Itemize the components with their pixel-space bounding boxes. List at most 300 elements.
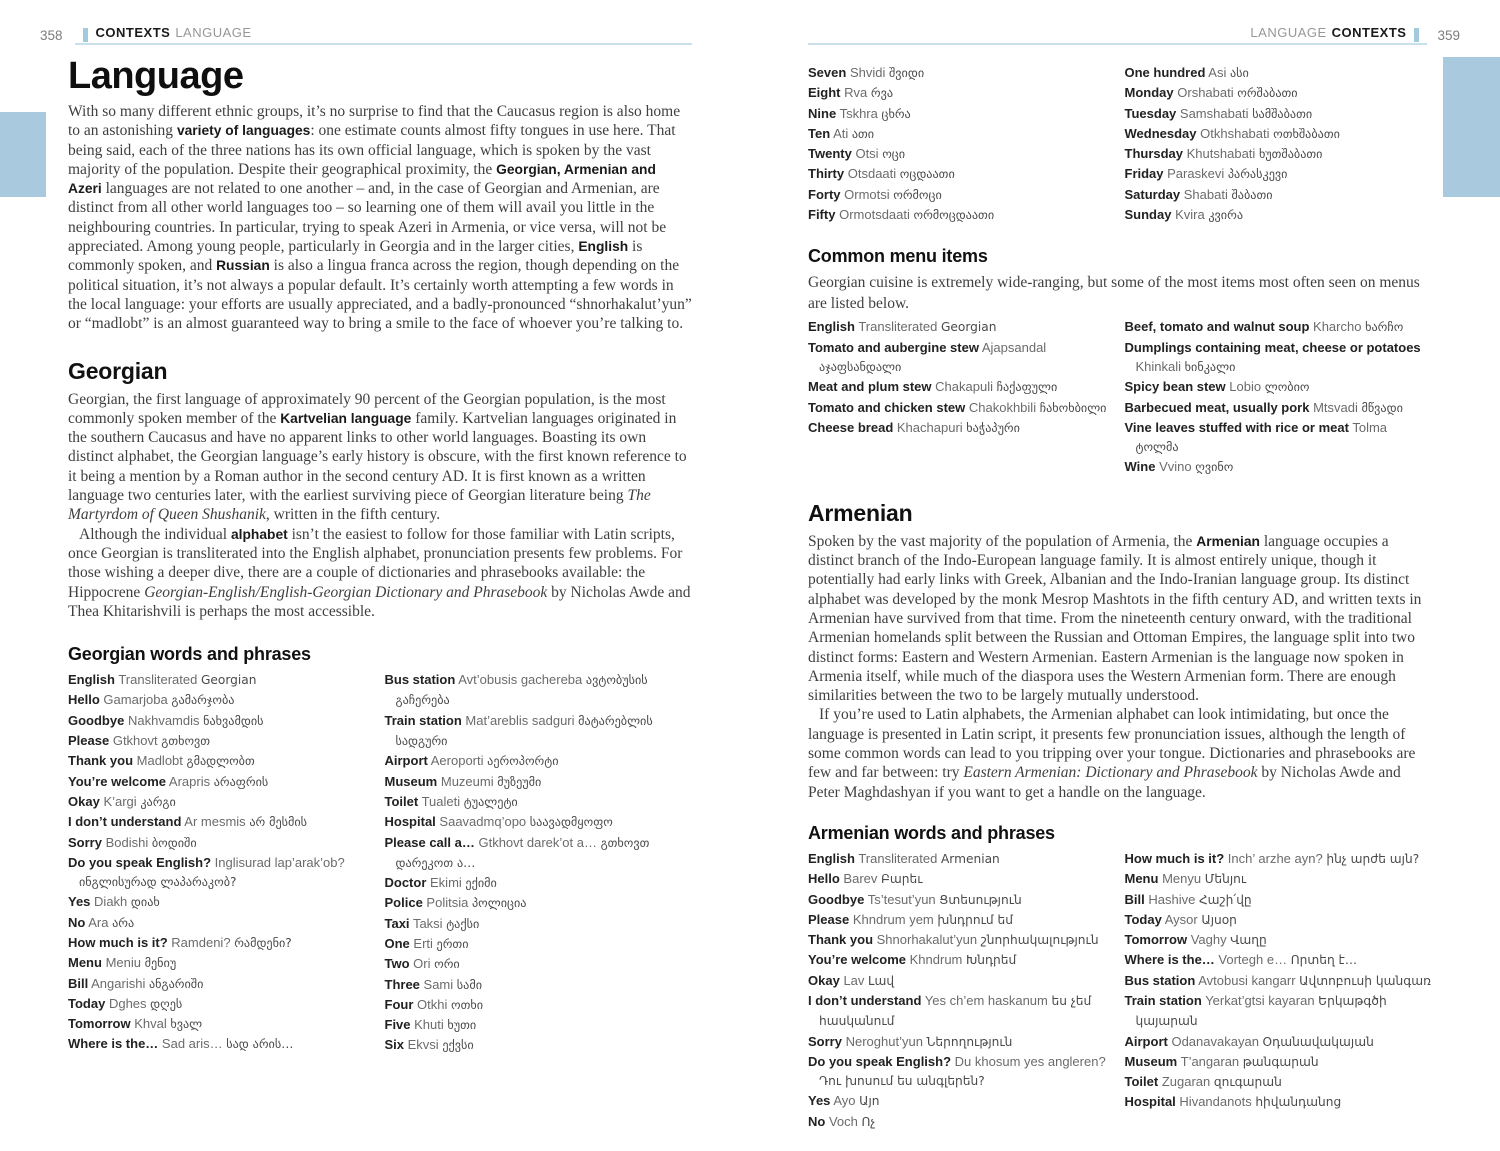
armenian-heading: Armenian (808, 499, 913, 526)
phrase-english: Meat and plum stew (808, 379, 932, 395)
phrase-entry (808, 1052, 1116, 1092)
phrase-transliteration: Khval (134, 1016, 167, 1032)
page-title: Language (68, 55, 244, 97)
phrase-native-script: ექიმი (465, 876, 497, 891)
phrase-transliteration: Bodishi (105, 834, 149, 850)
phrase-transliteration: Ormotsdaati (839, 207, 910, 223)
phrase-entry (808, 991, 1116, 1032)
page-number: 358 (40, 28, 63, 43)
phrase-entry (808, 869, 1116, 889)
phrase-english: Hello (808, 871, 840, 887)
phrase-transliteration: Khutshabati (1186, 146, 1256, 162)
phrase-transliteration: Du khosum yes angleren? (954, 1053, 1106, 1069)
phrase-entry (385, 772, 693, 792)
menu-items-col2 (1125, 317, 1433, 477)
phrase-transliteration: Gamarjoba (103, 692, 168, 708)
phrase-transliteration: Angarishi (91, 975, 146, 991)
phrase-native-script: ოცდაათი (899, 167, 955, 182)
phrase-native-script: Armenian (940, 851, 1000, 866)
phrase-transliteration: Khndrum (909, 952, 963, 968)
phrase-native-script: აეროპორტი (487, 754, 559, 769)
phrase-transliteration: Sad aris… (161, 1036, 223, 1052)
phrase-native-script: ტუალეტი (463, 794, 518, 809)
phrase-native-script: აჯაფსანდალი (819, 359, 902, 374)
phrase-english: Saturday (1124, 186, 1181, 202)
phrase-english: Nine (808, 105, 837, 121)
phrase-english: Sorry (68, 834, 102, 850)
georgian-phrases-col2 (385, 670, 693, 1056)
phrase-native-script: ხარჩო (1365, 320, 1404, 335)
phrase-english: Doctor (384, 875, 427, 891)
phrase-english: Fifty (808, 207, 836, 223)
phrase-english: Thirty (808, 166, 845, 182)
phrase-entry (808, 1091, 1116, 1111)
phrase-native-script: რამდენი? (234, 935, 292, 950)
header-rule (75, 25, 692, 45)
phrase-transliteration: T’angaran (1180, 1053, 1240, 1069)
phrase-native-script: հիվանդանոց (1255, 1095, 1342, 1110)
phrase-native-script: კვირა (1208, 208, 1244, 223)
phrase-entry (1125, 338, 1433, 378)
phrase-native-script: շնորհակալություն (980, 933, 1099, 948)
phrase-english: Thursday (1124, 146, 1184, 162)
phrase-transliteration: Vaghy (1190, 932, 1227, 948)
phrase-native-script: ოცი (882, 147, 906, 162)
phrase-native-script: Մենյու (1204, 872, 1247, 887)
phrase-entry (1125, 849, 1433, 869)
phrase-transliteration: Ormotsi (844, 186, 890, 202)
phrase-transliteration: Taksi (412, 915, 443, 931)
phrase-entry (68, 913, 376, 933)
phrase-english: Cheese bread (808, 419, 894, 435)
menu-items-columns (808, 317, 1432, 477)
phrase-native-script: მუზეუმი (497, 774, 542, 789)
phrase-english: Barbecued meat, usually pork (1124, 399, 1310, 415)
phrase-native-script: ათი (851, 126, 875, 141)
phrase-native-script: Ավտոբուսի կանգառ (1299, 973, 1431, 988)
phrase-english: You’re welcome (808, 952, 907, 968)
phrase-transliteration: Lobio (1229, 379, 1262, 395)
georgian-phrases-heading: Georgian words and phrases (68, 644, 311, 665)
phrase-native-script: მწვადი (1361, 400, 1403, 415)
phrase-native-script: ბოდიში (151, 835, 197, 850)
phrase-entry (385, 914, 693, 934)
phrase-transliteration: Otkhshabati (1200, 125, 1270, 141)
phrase-native-script: Ցտեսություն (939, 892, 1022, 907)
phrase-native-script: զուգարան (1213, 1075, 1282, 1090)
phrase-entry (808, 338, 1116, 378)
header-section-label: CONTEXTS (1331, 25, 1407, 40)
phrase-transliteration: Hivandanots (1179, 1094, 1252, 1110)
phrase-english: Forty (808, 186, 841, 202)
phrase-english: Bill (68, 975, 89, 991)
phrase-english: Friday (1124, 166, 1164, 182)
phrase-english: Do you speak English? (68, 854, 212, 870)
phrase-native-script: Հաշի՛վը (1198, 892, 1252, 907)
phrase-entry (68, 953, 376, 973)
page-number: 359 (1437, 28, 1460, 43)
armenian-phrases-columns (808, 849, 1432, 1132)
phrase-transliteration: Otkhi (417, 996, 448, 1012)
phrase-entry (68, 670, 376, 690)
phrase-english: How much is it? (1124, 850, 1225, 866)
phrase-entry (1125, 317, 1433, 337)
phrase-native-script: ხუთი (447, 1018, 477, 1033)
right-page-header (808, 18, 1460, 45)
phrase-english: You’re welcome (68, 773, 167, 789)
phrase-native-script: ასი (1229, 66, 1249, 80)
phrase-transliteration: Diakh (94, 894, 128, 910)
phrase-native-script: Այսօր (1201, 912, 1237, 927)
phrase-transliteration: Tualeti (421, 793, 461, 809)
phrase-english: Goodbye (68, 712, 125, 728)
phrase-entry (68, 974, 376, 994)
phrase-native-script: ორი (434, 957, 460, 972)
phrase-english: Hello (68, 692, 100, 708)
phrase-english: Seven (808, 65, 847, 80)
phrase-entry (68, 772, 376, 792)
phrase-entry (808, 1032, 1116, 1052)
phrase-native-script: საავადმყოფო (529, 815, 613, 830)
phrase-english: Wine (1124, 459, 1156, 475)
phrase-native-script: შვიდი (888, 66, 925, 80)
phrase-english: Please call a… (384, 834, 475, 850)
phrase-entry (68, 853, 376, 893)
phrase-entry (68, 731, 376, 751)
header-topic-label: LANGUAGE (175, 25, 252, 40)
phrase-native-script: Երկաթգծի կայարան (1135, 993, 1387, 1029)
phrase-native-script: მატარებლის სადგური (395, 713, 653, 749)
phrase-transliteration: Avt’obusis gachereba (458, 672, 583, 688)
phrase-english: Okay (808, 972, 840, 988)
phrase-transliteration: Tolma (1352, 419, 1388, 435)
phrase-native-script: არა (112, 915, 135, 930)
phrase-native-script: კარგი (140, 794, 176, 809)
phrase-entry (808, 83, 1116, 103)
phrase-entry (385, 812, 693, 832)
phrase-transliteration: Menyu (1162, 871, 1202, 887)
phrase-native-script: ავტობუსის გაჩერება (395, 673, 648, 708)
phrase-native-script: არ მესმის (249, 815, 308, 830)
phrase-native-script: Ներողություն (926, 1034, 1013, 1049)
armenian-phrases-heading: Armenian words and phrases (808, 822, 1055, 843)
phrase-english: Beef, tomato and walnut soup (1124, 319, 1310, 335)
phrase-transliteration: Hashive (1148, 891, 1196, 907)
phrase-entry (1125, 164, 1433, 184)
menu-items-col1 (808, 317, 1116, 477)
phrase-transliteration: Tskhra (839, 105, 878, 121)
header-accent-bar (1414, 28, 1419, 42)
chapter-tab-left (0, 112, 46, 197)
phrase-entry (385, 934, 693, 954)
phrase-transliteration: Muzeumi (440, 773, 494, 789)
phrase-transliteration: Aeroporti (430, 753, 484, 769)
phrase-transliteration: Khachapuri (896, 419, 963, 435)
armenian-phrases-col2 (1125, 849, 1433, 1132)
phrase-english: Tomato and aubergine stew (808, 339, 979, 355)
phrase-entry (808, 377, 1116, 397)
phrase-entry (808, 104, 1116, 124)
phrase-entry (68, 933, 376, 953)
phrase-english: English (808, 850, 855, 866)
phrase-native-script: Լավ (868, 973, 895, 988)
phrase-english: One (384, 935, 410, 951)
phrase-english: English (68, 672, 115, 688)
phrase-native-script: ხუთშაბათი (1258, 147, 1323, 162)
phrase-english: Menu (68, 955, 102, 971)
header-rule (808, 25, 1427, 45)
phrase-entry (808, 910, 1116, 930)
phrase-entry (68, 812, 376, 832)
phrase-entry (1125, 457, 1433, 477)
phrase-english: Five (384, 1017, 411, 1033)
phrase-transliteration: Gtkhovt (112, 733, 158, 749)
phrase-transliteration: Avtobusi kangarr (1198, 972, 1296, 988)
numbers-days-columns (808, 63, 1432, 225)
phrase-transliteration: Chakapuli (935, 379, 993, 395)
phrase-transliteration: Gtkhovt darek’ot a… (478, 834, 597, 850)
phrase-native-script: გთხოვთ დარეკოთ ა… (395, 835, 650, 870)
phrase-english: Please (68, 733, 110, 749)
phrase-entry (1125, 890, 1433, 910)
phrase-english: Hospital (1124, 1094, 1176, 1110)
phrase-native-script: Օդանավակայան (1262, 1034, 1374, 1049)
right-page (750, 0, 1500, 1151)
phrase-transliteration: Khndrum yem (852, 911, 934, 927)
phrase-native-script: խնդրում եմ (937, 912, 1013, 927)
phrase-native-script: შაბათი (1231, 187, 1273, 202)
georgian-heading: Georgian (68, 357, 168, 384)
phrase-transliteration: Shnorhakalut’yun (876, 932, 978, 948)
phrase-entry (808, 971, 1116, 991)
phrase-native-script: ორშაბათი (1237, 86, 1298, 101)
phrase-native-script: რვა (870, 86, 894, 101)
phrase-transliteration: Ara (88, 914, 109, 930)
phrase-english: Sunday (1124, 207, 1172, 223)
phrase-transliteration: Ekimi (430, 875, 462, 891)
phrase-entry (1125, 205, 1433, 225)
phrase-native-script: ჩაქაფული (996, 380, 1058, 395)
intro-paragraph: With so many different ethnic groups, it’s no surprise to find that the Caucasus region is also home to an astonishing variety of languages: one estimate counts almost fifty tongues in use here. That being said, each of the three nations has its own official language, which is spoken by the vast majority of the population. Despite their geographical proximity, the Georgian, Armenian and Azeri languages are not related to one another – and, in the case of Georgian and Armenian, are distinct from all other world languages too – so learning one of them will avail you little in the neighbouring countries. In particular, trying to speak Azeri in Armenia, or vice versa, will not be appreciated. Among young people, particularly in Georgia and in the larger cities, English is commonly spoken, and Russian is also a lingua franca across the region, though depending on the political situation, it’s not always a popular default. It’s certainly worth attempting a few words in the local language: your efforts are usually appreciated, and a badly-pronounced “shnorhakalut’yun” or “madlobt” is an almost guaranteed way to bring a smile to the face of whoever you’re talking to. (68, 103, 692, 333)
phrase-native-script: Georgian (940, 320, 997, 335)
phrase-entry (1125, 398, 1433, 418)
phrase-transliteration: Transliterated (118, 672, 198, 688)
phrase-native-script: ხაჭაპური (966, 420, 1020, 435)
phrase-transliteration: Ajapsandal (981, 339, 1047, 355)
phrase-entry (1125, 910, 1433, 930)
phrase-english: Thank you (68, 753, 134, 769)
phrase-transliteration: Kvira (1175, 207, 1205, 223)
phrase-native-script: სამი (456, 977, 483, 992)
phrase-native-script: ხინკალი (1184, 359, 1236, 374)
phrase-entry (68, 1014, 376, 1034)
phrase-entry (808, 144, 1116, 164)
phrase-english: Where is the… (1124, 952, 1215, 968)
phrase-transliteration: Ayo (833, 1093, 856, 1109)
phrase-native-script: ինչ արժե այն? (1326, 851, 1420, 866)
phrase-native-script: სად არის… (226, 1037, 294, 1052)
phrase-native-script: ორმოცდაათი (913, 208, 995, 223)
phrase-entry (385, 751, 693, 771)
phrase-english: Ten (808, 125, 831, 141)
phrase-english: Goodbye (808, 891, 865, 907)
phrase-native-script: ანგარიში (148, 976, 204, 991)
phrase-transliteration: Dghes (108, 995, 147, 1011)
phrase-english: Airport (1124, 1033, 1168, 1049)
phrase-english: Three (384, 976, 420, 992)
phrase-entry (808, 950, 1116, 970)
phrase-transliteration: Ts’tesut’yun (867, 891, 936, 907)
phrase-transliteration: Arapris (168, 773, 211, 789)
phrase-entry (1125, 950, 1433, 970)
phrase-english: No (68, 914, 86, 930)
phrase-english: English (808, 319, 855, 335)
phrase-transliteration: Chakokhbili (968, 399, 1037, 415)
phrase-transliteration: Asi (1208, 65, 1227, 80)
phrase-entry (1125, 63, 1433, 83)
phrase-transliteration: Samshabati (1179, 105, 1249, 121)
phrase-english: Menu (1124, 871, 1159, 887)
phrase-english: Tomorrow (68, 1016, 131, 1032)
phrase-english: Today (1124, 911, 1162, 927)
phrase-native-script: ნახვამდის (203, 713, 264, 728)
phrase-english: Toilet (384, 793, 419, 809)
phrase-entry (68, 833, 376, 853)
menu-items-intro: Georgian cuisine is extremely wide-ranging, but some of the most items most often seen on menus are listed below. (808, 274, 1420, 313)
phrase-entry (68, 751, 376, 771)
phrase-english: Please (808, 911, 850, 927)
header-topic-label: LANGUAGE (1250, 25, 1327, 40)
phrase-transliteration: Ori (413, 956, 431, 972)
phrase-transliteration: Saavadmq’opo (439, 814, 527, 830)
phrase-native-script: ხვალ (170, 1017, 203, 1032)
phrase-native-script: Որտեղ է… (1290, 953, 1358, 968)
phrase-entry (1125, 83, 1433, 103)
phrase-native-script: გამარჯობა (171, 693, 235, 708)
phrase-native-script: Այո (859, 1094, 880, 1109)
phrase-english: Taxi (384, 915, 410, 931)
phrase-transliteration: Zugaran (1161, 1074, 1211, 1090)
phrase-transliteration: Sami (423, 976, 454, 992)
phrase-entry (1125, 1092, 1433, 1112)
phrase-entry (808, 849, 1116, 869)
phrase-english: Tomato and chicken stew (808, 399, 966, 415)
phrase-transliteration: Rva (844, 85, 868, 101)
phrase-transliteration: Vvino (1159, 459, 1192, 475)
phrase-english: Two (384, 956, 410, 972)
phrase-english: Monday (1124, 85, 1174, 101)
phrase-english: Museum (384, 773, 438, 789)
phrase-native-script: Խնդրեմ (966, 953, 1017, 968)
phrase-native-script: დიახ (130, 895, 160, 910)
phrase-transliteration: Aysor (1164, 911, 1198, 927)
phrase-english: Train station (1124, 992, 1202, 1008)
phrase-transliteration: Khuti (414, 1017, 444, 1033)
phrase-english: Six (384, 1037, 405, 1053)
phrase-english: Thank you (808, 932, 874, 948)
menu-items-heading: Common menu items (808, 246, 988, 267)
phrase-entry (1125, 869, 1433, 889)
phrase-transliteration: Shabati (1183, 186, 1228, 202)
georgian-paragraph-1: Georgian, the first language of approximately 90 percent of the Georgian population, is the most commonly spoken member of the Kartvelian language family. Kartvelian languages originated in the southern Caucasus and have no apparent links to other world languages. Boasting its own distinct alphabet, the Georgian language’s early history is obscure, with the first known reference to it being a mention by a Roman author in the second century AD. It is first known as a written language two centuries later, with the earliest surviving piece of Georgian literature being The Martyrdom of Queen Shushanik, written in the fifth century. (68, 390, 687, 524)
phrase-english: No (808, 1113, 826, 1129)
phrase-native-script: არაფრის (213, 774, 269, 789)
phrase-entry (808, 398, 1116, 418)
phrase-entry (385, 711, 693, 752)
phrase-entry (1125, 1032, 1433, 1052)
phrase-entry (1125, 185, 1433, 205)
phrase-native-script: ლობიო (1264, 380, 1310, 395)
phrase-entry (1125, 144, 1433, 164)
phrase-english: Tomorrow (1124, 932, 1188, 948)
phrase-entry (1125, 418, 1433, 458)
phrase-native-script: Georgian (200, 673, 257, 688)
phrase-transliteration: Ati (833, 125, 849, 141)
phrase-entry (1125, 991, 1433, 1032)
left-page-header (40, 18, 692, 45)
phrase-transliteration: Erti (413, 935, 433, 951)
phrase-entry (1125, 971, 1433, 991)
phrase-entry (385, 670, 693, 711)
phrase-transliteration: Yerkat’gtsi kayaran (1205, 992, 1315, 1008)
phrase-native-script: ოთხი (450, 997, 484, 1012)
phrase-native-script: թանգարան (1242, 1054, 1319, 1069)
phrase-transliteration: Transliterated (858, 850, 938, 866)
phrase-english: Airport (384, 753, 428, 769)
phrase-entry (385, 954, 693, 974)
phrase-transliteration: Mtsvadi (1313, 399, 1358, 415)
phrase-english: Twenty (808, 146, 852, 162)
phrase-entry (808, 124, 1116, 144)
phrase-transliteration: Voch (828, 1113, 858, 1129)
phrase-english: Dumplings containing meat, cheese or potatoes (1124, 339, 1421, 355)
phrase-entry (808, 890, 1116, 910)
phrase-native-script: ღვინო (1195, 460, 1234, 475)
phrase-transliteration: Paraskevi (1167, 166, 1225, 182)
phrase-transliteration: Otsi (855, 146, 879, 162)
phrase-transliteration: Kharcho (1313, 319, 1362, 335)
phrase-entry (68, 892, 376, 912)
phrase-transliteration: Inglisurad lap’arak’ob? (214, 854, 345, 870)
header-accent-bar (83, 28, 88, 42)
phrase-transliteration: Shvidi (849, 65, 886, 80)
phrase-transliteration: Khinkali (1135, 358, 1182, 374)
phrase-entry (385, 873, 693, 893)
phrase-native-script: Վաղը (1230, 933, 1267, 948)
phrase-english: Do you speak English? (808, 1053, 952, 1069)
phrase-transliteration: Inch’ arzhe ayn? (1227, 850, 1323, 866)
phrase-entry (1125, 1072, 1433, 1092)
phrase-english: Spicy bean stew (1124, 379, 1226, 395)
phrase-transliteration: Ramdeni? (171, 934, 231, 950)
phrase-english: How much is it? (68, 934, 168, 950)
phrase-entry (68, 792, 376, 812)
phrase-english: Hospital (384, 814, 436, 830)
phrase-english: Four (384, 996, 414, 1012)
phrase-entry (808, 63, 1116, 83)
armenian-paragraph-2: If you’re used to Latin alphabets, the Armenian alphabet can look intimidating, but once the language is presented in Latin script, it presents few pronunciation issues, although the length of some common words can lead to you tripping over your tongue. Dictionaries and phrasebooks are few and far between: try Eastern Armenian: Dictionary and Phrasebook by Nicholas Awde and Peter Maghdashyan if you want to get a handle on the language. (808, 706, 1416, 801)
phrase-english: I don’t understand (808, 992, 922, 1008)
phrase-entry (808, 1112, 1116, 1132)
phrase-entry (68, 690, 376, 710)
phrase-english: Wednesday (1124, 125, 1197, 141)
phrase-transliteration: Ar mesmis (184, 814, 246, 830)
phrase-english: Museum (1124, 1053, 1178, 1069)
phrase-transliteration: Orshabati (1177, 85, 1234, 101)
phrase-english: Bus station (1124, 972, 1196, 988)
phrase-transliteration: Yes ch’em haskanum (924, 992, 1048, 1008)
phrase-transliteration: Neroghut’yun (845, 1033, 923, 1049)
